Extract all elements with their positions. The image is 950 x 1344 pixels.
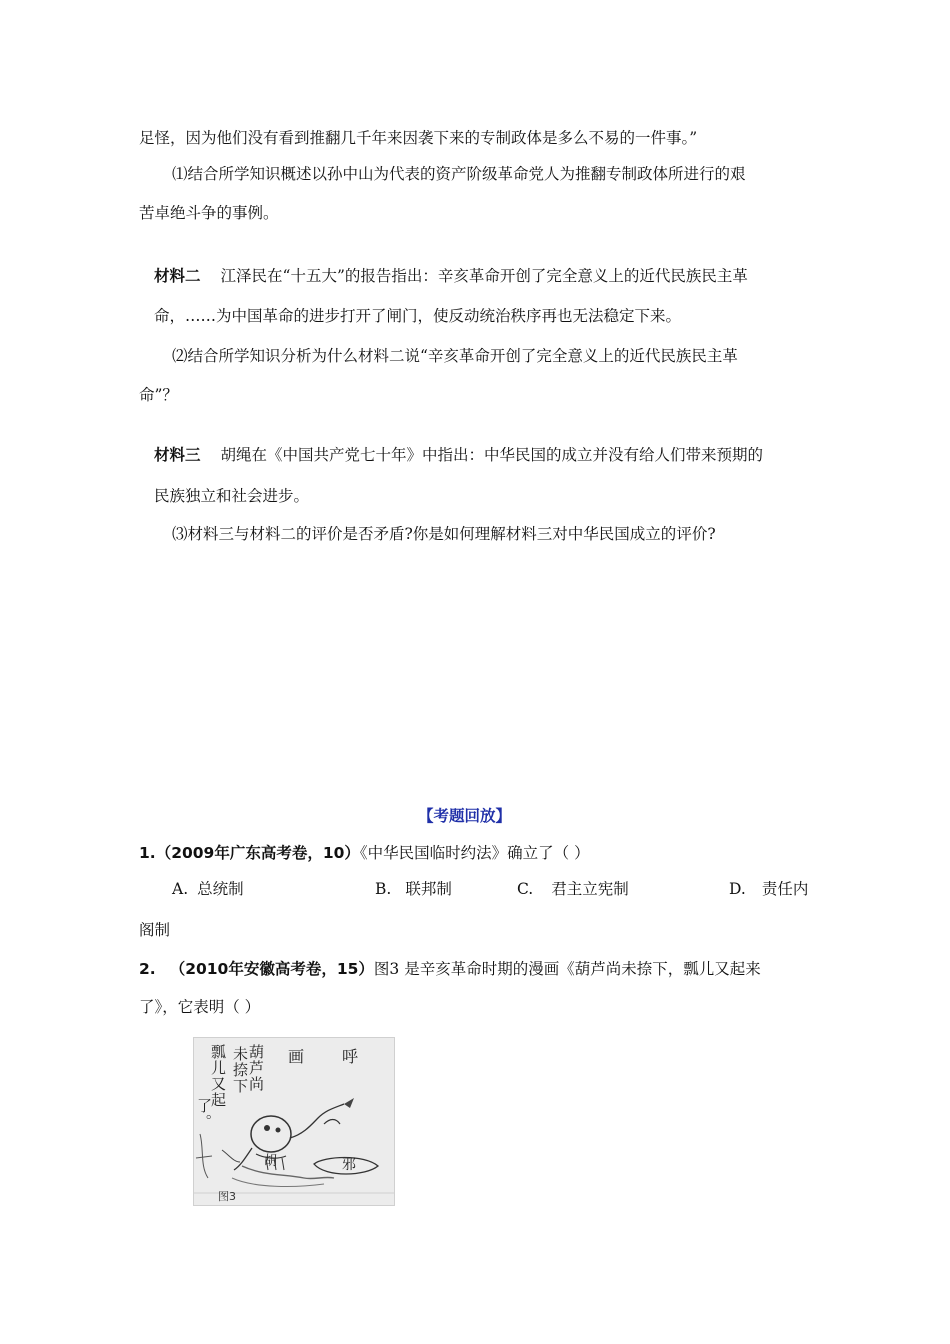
cartoon-text-col-3: 瓢儿又起 bbox=[209, 1044, 227, 1108]
material-3-line-1 bbox=[154, 445, 763, 465]
cartoon-text-col-2: 未捺下 bbox=[231, 1046, 249, 1094]
q1-option-a[interactable] bbox=[172, 879, 244, 899]
material-3-label: 材料三 bbox=[154, 446, 201, 464]
material-2-line-1 bbox=[154, 266, 748, 286]
option-text: 君主立宪制 bbox=[551, 880, 629, 898]
q2-source: （2010年安徽高考卷，15） bbox=[169, 960, 374, 978]
q1-option-d-wrap: 阁制 bbox=[139, 921, 171, 939]
figure-caption: 图3 bbox=[218, 1190, 236, 1203]
option-text: 责任内 bbox=[761, 880, 809, 898]
review-question-2-cont: 了》，它表明（ ） bbox=[139, 998, 261, 1016]
option-label: C. bbox=[517, 880, 534, 898]
q1-option-d[interactable] bbox=[729, 879, 808, 899]
question-3: ⑶材料三与材料二的评价是否矛盾?你是如何理解材料三对中华民国成立的评价? bbox=[172, 525, 716, 543]
q1-number: 1. bbox=[139, 844, 156, 862]
cartoon-body-text: 胡 bbox=[264, 1154, 278, 1169]
intro-line: 足怪，因为他们没有看到推翻几千年来因袭下来的专制政体是多么不易的一件事。” bbox=[139, 129, 698, 147]
cartoon-text-col-4: 了。 bbox=[195, 1098, 213, 1130]
material-3-text: 胡绳在《中国共产党七十年》中指出：中华民国的成立并没有给人们带来预期的 bbox=[220, 446, 764, 464]
question-2-cont: 命”？ bbox=[139, 386, 178, 404]
cartoon-boat-text: 邪 bbox=[342, 1157, 356, 1173]
q1-option-b[interactable] bbox=[375, 879, 452, 899]
option-label: A. bbox=[172, 880, 189, 898]
material-3-line-2: 民族独立和社会进步。 bbox=[154, 487, 310, 505]
review-question-2 bbox=[139, 959, 761, 979]
material-2-text: 江泽民在“十五大”的报告指出：辛亥革命开创了完全意义上的近代民族民主革 bbox=[220, 267, 748, 285]
q1-source: （2009年广东高考卷，10） bbox=[155, 844, 360, 862]
q1-option-c[interactable] bbox=[517, 879, 629, 899]
q2-text: 图3 是辛亥革命时期的漫画《葫芦尚未捺下，瓢儿又起来 bbox=[373, 960, 761, 978]
cartoon-figure bbox=[193, 1037, 395, 1206]
material-2-label: 材料二 bbox=[154, 267, 201, 285]
q1-text: 《中华民国临时约法》确立了（ ） bbox=[359, 844, 590, 862]
cartoon-title-huh: 呼 bbox=[342, 1047, 359, 1066]
option-label: B. bbox=[375, 880, 392, 898]
question-2: ⑵结合所学知识分析为什么材料二说“辛亥革命开创了完全意义上的近代民族民主革 bbox=[172, 347, 738, 365]
review-heading: 【考题回放】 bbox=[418, 807, 512, 825]
option-text: 总统制 bbox=[197, 880, 244, 898]
cartoon-text-col-1: 葫芦尚 bbox=[247, 1044, 265, 1092]
option-label: D. bbox=[729, 880, 746, 898]
review-question-1 bbox=[139, 843, 590, 863]
question-1-cont: 苦卓绝斗争的事例。 bbox=[139, 204, 279, 222]
question-1: ⑴结合所学知识概述以孙中山为代表的资产阶级革命党人为推翻专制政体所进行的艰 bbox=[172, 165, 746, 183]
q2-number: 2. bbox=[139, 960, 156, 978]
material-2-line-2: 命，……为中国革命的进步打开了闸门，使反动统治秩序再也无法稳定下来。 bbox=[154, 307, 682, 325]
option-text: 联邦制 bbox=[405, 880, 452, 898]
cartoon-title-hua: 画 bbox=[288, 1047, 305, 1066]
